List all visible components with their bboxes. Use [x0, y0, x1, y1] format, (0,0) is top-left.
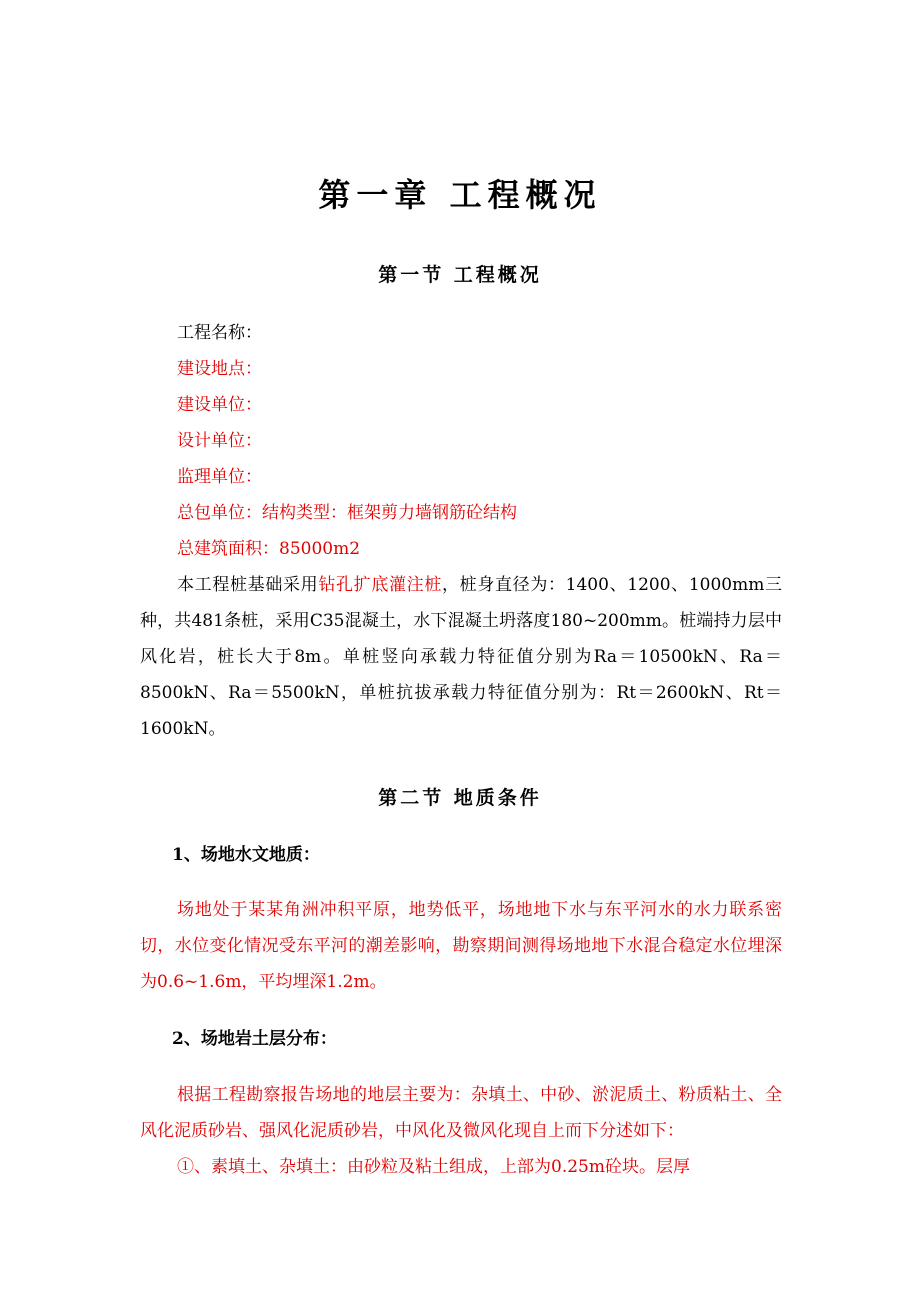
field-supervisor: 监理单位：	[177, 467, 262, 487]
heading-hydrogeology: 1、场地水文地质：	[172, 845, 320, 865]
field-designer: 设计单位：	[177, 431, 262, 451]
section-title-2: 第二节 地质条件	[378, 787, 542, 809]
field-owner: 建设单位：	[177, 395, 262, 415]
chapter-title: 第一章 工程概况	[318, 176, 602, 214]
field-project-name: 工程名称：	[177, 323, 262, 343]
heading-soil-layers: 2、场地岩土层分布：	[172, 1029, 337, 1049]
hydrogeology-paragraph: 场地处于某某角洲冲积平原，地势低平，场地地下水与东平河水的水力联系密切，水位变化情况受东平河的潮差影响，勘察期间测得场地地下水混合稳定水位埋深为0.6~1.6m，平均埋深1.2m。	[140, 900, 782, 992]
pile-description-paragraph	[140, 567, 782, 747]
pile-desc-rest: ，桩身直径为：1400、1200、1000mm三种，共481条桩，采用C35混凝土，水下混凝土坍落度180~200mm。桩端持力层中风化岩，桩长大于8m。单桩竖向承载力特征值分别为Ra＝10500kN、Ra＝8500kN、Ra＝5500kN，单桩抗拔承载力特征值分别为：Rt＝2600kN、Rt＝1600kN。	[140, 575, 783, 739]
field-total-area: 总建筑面积：85000m2	[177, 539, 361, 559]
field-contractor-structure: 总包单位：结构类型：框架剪力墙钢筋砼结构	[177, 503, 517, 523]
fill-soil-paragraph: ①、素填土、杂填土：由砂粒及粘土组成，上部为0.25m砼块。层厚	[177, 1157, 690, 1177]
section-title-1: 第一节 工程概况	[378, 264, 542, 286]
soil-layers-paragraph: 根据工程勘察报告场地的地层主要为：杂填土、中砂、淤泥质土、粉质粘土、全风化泥质砂岩、强风化泥质砂岩，中风化及微风化现自上而下分述如下：	[140, 1085, 782, 1141]
pile-desc-prefix: 本工程桩基础采用	[177, 575, 319, 595]
pile-type-highlight: 钻孔扩底灌注桩	[318, 575, 442, 595]
field-site-location: 建设地点：	[177, 359, 262, 379]
